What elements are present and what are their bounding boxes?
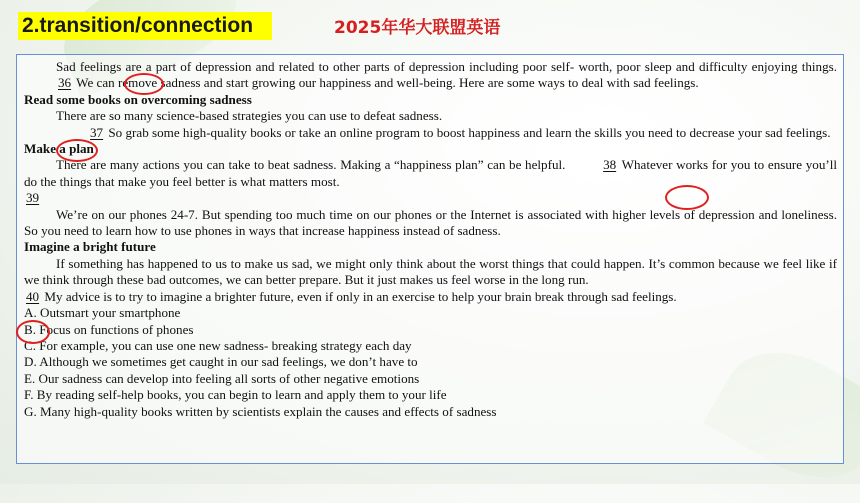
option-d: D. Although we sometimes get caught in our sad feelings, we don’t have to xyxy=(24,354,418,370)
blank-39-line xyxy=(24,190,837,206)
paragraph-3 xyxy=(24,125,837,141)
circle-mark-38 xyxy=(665,185,709,210)
option-c: C. For example, you can use one new sadness- breaking strategy each day xyxy=(24,337,412,353)
option-a: A. Outsmart your smartphone xyxy=(24,305,181,321)
slide-subtitle: 2025年华大联盟英语 xyxy=(334,18,501,38)
passage-box xyxy=(16,54,844,464)
blank-40: 40 xyxy=(26,288,40,304)
paragraph-7 xyxy=(24,289,837,305)
blank-38: 38 xyxy=(603,157,617,173)
option-f: F. By reading self-help books, you can begin to learn and apply them to your life xyxy=(24,387,447,403)
text-span: Sad feelings are a part of depression and related to other parts of depression including poor self- worth, poor sleep and difficulty enjoying things. xyxy=(56,59,837,74)
passage-text xyxy=(24,59,837,420)
slide-title-text: 2.transition/connection xyxy=(22,14,254,37)
text-span: So grab some high-quality books or take an online program to boost happiness and learn the skills you need to decrease your sad feelings. xyxy=(105,124,831,140)
paragraph-2: There are so many science-based strategies you can use to defeat sadness. xyxy=(56,108,443,124)
heading-bright-future: Imagine a bright future xyxy=(24,239,156,255)
option-g: G. Many high-quality books written by scientists explain the causes and effects of sadness xyxy=(24,403,497,419)
option-e: E. Our sadness can develop into feeling all sorts of other negative emotions xyxy=(24,370,420,386)
option-b: B. Focus on functions of phones xyxy=(24,321,194,337)
text-span: We can remove sadness and start growing our happiness and well-being. Here are some ways to deal with sad feelings. xyxy=(73,75,699,91)
paragraph-6: If something has happened to us to make us sad, we might only think about the worst things that could happen. It’s common because we feel like if we think through these bad outcomes, we can better prepare. But it just makes us feel worse in the long run. xyxy=(24,255,837,288)
text-span: My advice is to try to imagine a brighter future, even if only in an exercise to help your brain break through sad feelings. xyxy=(41,288,677,304)
paragraph-5: We’re on our phones 24-7. But spending too much time on our phones or the Internet is associated with higher levels of depression and loneliness. So you need to learn how to use phones in ways that increase happiness instead of sadness. xyxy=(24,206,837,239)
blank-36: 36 xyxy=(58,75,72,91)
circle-mark-37 xyxy=(56,139,98,162)
heading-make-plan: Make a plan xyxy=(24,141,94,157)
paragraph-4 xyxy=(24,157,837,190)
blank-39: 39 xyxy=(26,190,40,206)
circle-mark-36 xyxy=(124,73,164,95)
text-span: There are many actions you can take to beat sadness. Making a “happiness plan” can be helpful. xyxy=(56,157,570,173)
heading-read-books: Read some books on overcoming sadness xyxy=(24,91,252,107)
circle-mark-40 xyxy=(16,320,50,344)
text-span: Whatever works for you to ensure you’ll do the things that make you feel better is what matters most. xyxy=(24,157,837,189)
slide-title xyxy=(18,12,272,40)
blank-37: 37 xyxy=(90,124,104,140)
